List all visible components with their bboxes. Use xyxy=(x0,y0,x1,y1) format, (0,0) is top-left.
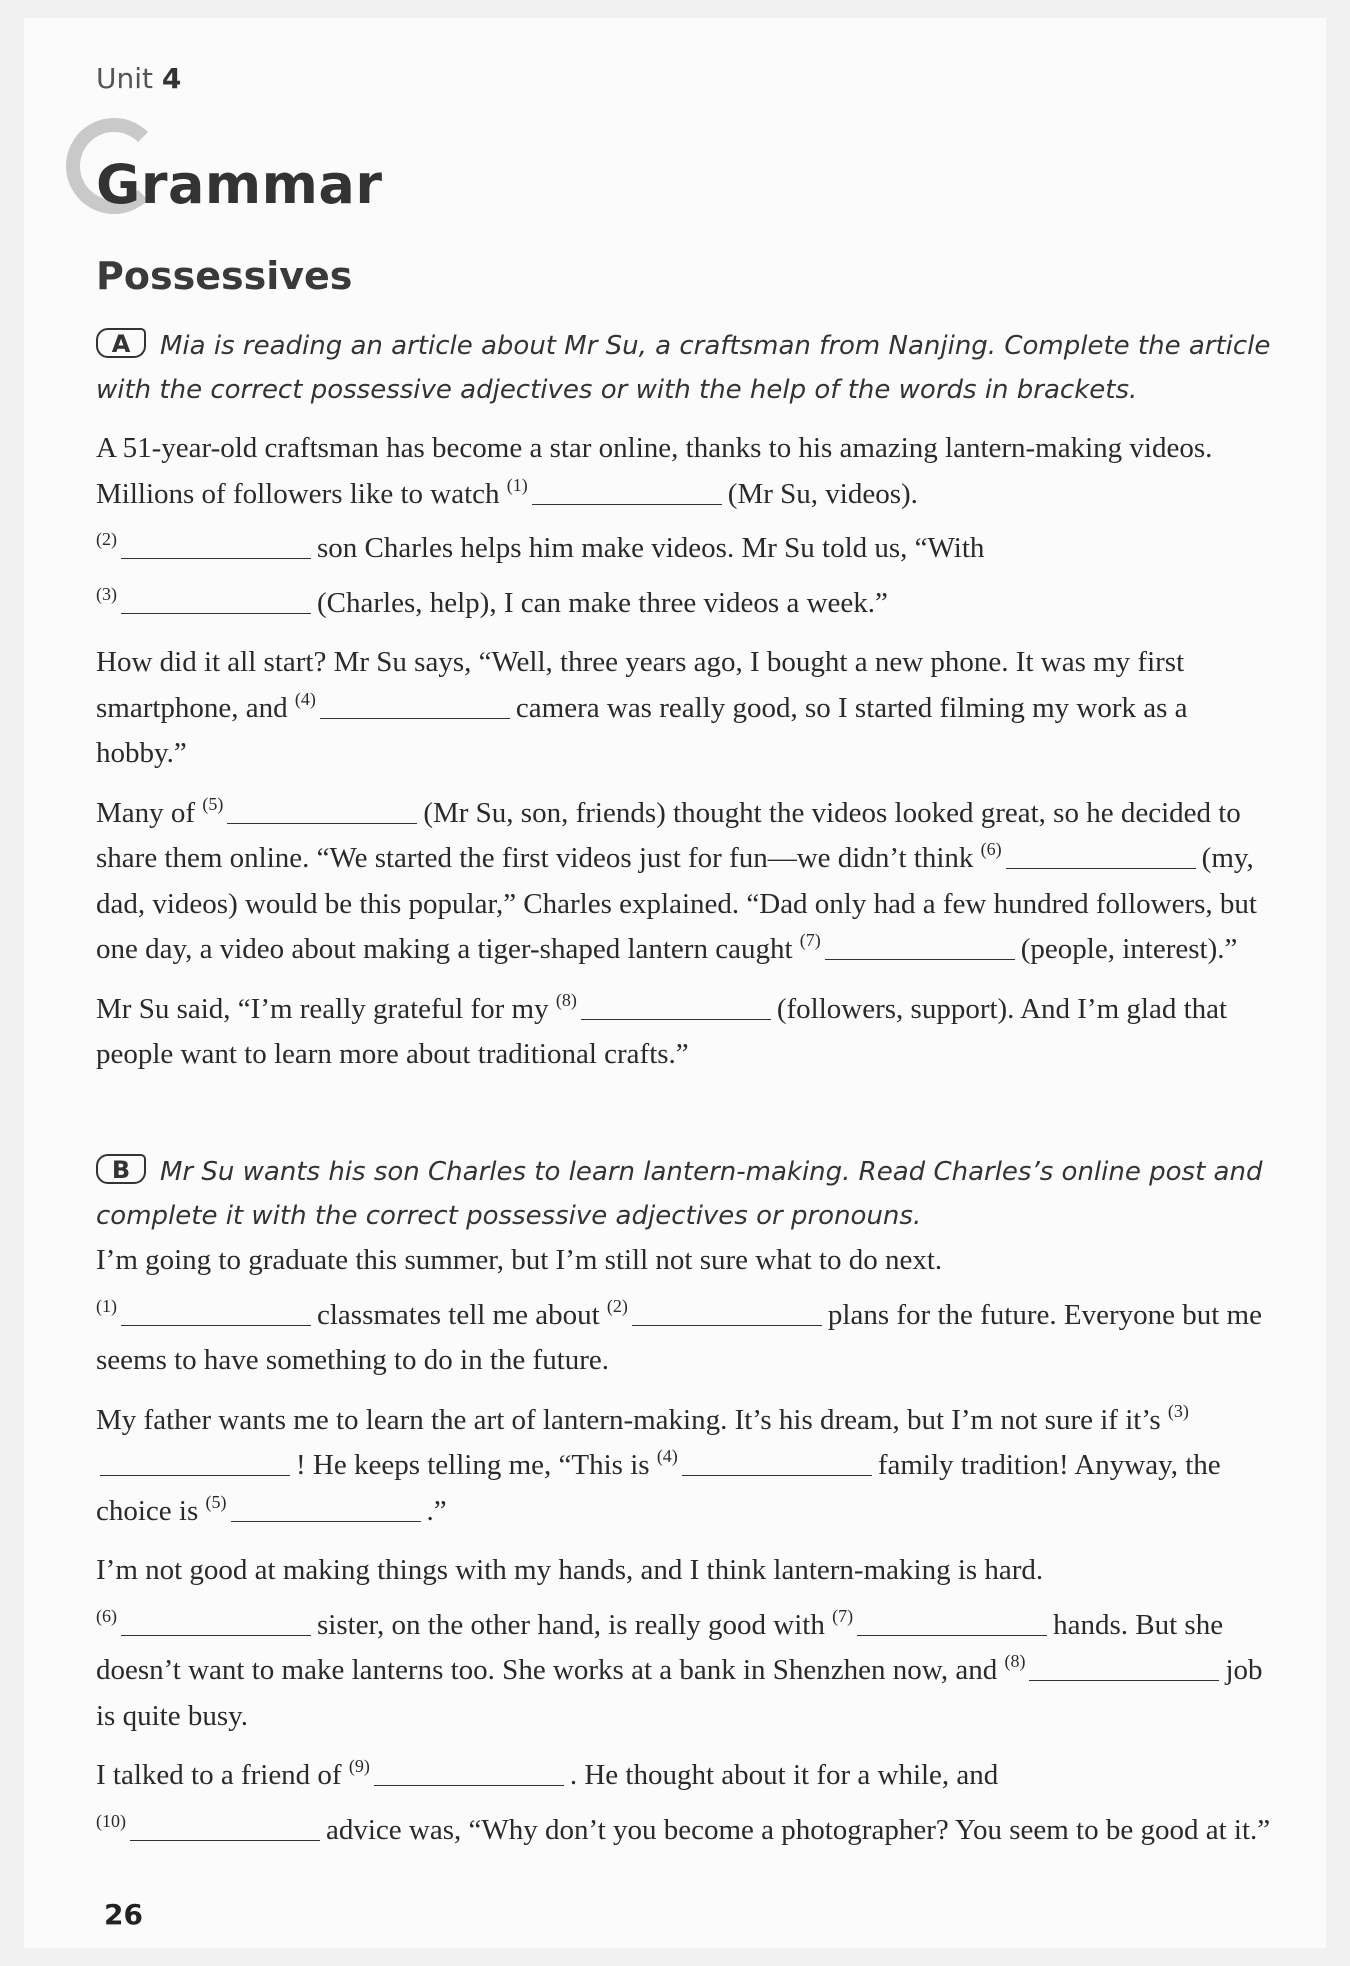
blank-number: (1) xyxy=(506,474,528,495)
page-number: 26 xyxy=(104,1898,143,1931)
answer-blank-b6[interactable] xyxy=(121,1609,311,1636)
exercise-b-instruction xyxy=(96,1150,1276,1238)
exercise-b-paragraph-2: My father wants me to learn the art of lantern-making. It’s his dream, but I’m not sure if it’s $^{(3)}$! He keeps telling me, “This is $^{(4)}$ family tradition! Anyway, the choice is $^{(5)}$ .” xyxy=(96,1400,1221,1527)
unit-number: 4 xyxy=(161,62,182,95)
instruction-text: Mia is reading an article about Mr Su, a craftsman from Nanjing. Complete the article with the correct possessive adjectives or with the help of the words in brackets. xyxy=(96,331,1271,405)
exercise-b-badge: B xyxy=(96,1154,146,1184)
blank-number: (2) xyxy=(96,529,117,549)
page-title: Grammar xyxy=(96,153,383,216)
exercise-b-paragraph-3: I’m not good at making things with my hands, and I think lantern-making is hard. $^{(6)}$ sister, on the other hand, is really good with $^{(7)}$ hands. But she doesn’t want to make lanterns too. She works at a bank in Shenzhen now, and $^{(8)}$ job is quite busy. xyxy=(96,1554,1263,1732)
exercise-a-paragraph-4: Mr Su said, “I’m really grateful for my $^{(8)}$ (followers, support). And I’m glad that people want to learn more about traditional crafts.” xyxy=(96,989,1228,1070)
answer-blank-a6[interactable] xyxy=(1006,842,1196,869)
blank-number: (2) xyxy=(606,1295,628,1316)
answer-blank-a7[interactable] xyxy=(825,933,1015,960)
blank-number: (8) xyxy=(1004,1651,1026,1671)
answer-blank-b5[interactable] xyxy=(231,1495,421,1522)
blank-number: (4) xyxy=(656,1446,678,1466)
answer-blank-b4[interactable] xyxy=(682,1449,872,1476)
exercise-b-paragraph-1: I’m going to graduate this summer, but I’m still not sure what to do next. $^{(1)}$ classmates tell me about $^{(2)}$ plans for the future. Everyone but me seems to have something to do in the future. xyxy=(96,1244,1262,1376)
section-title: Possessives xyxy=(96,254,353,298)
blank-number: (3) xyxy=(96,583,117,604)
answer-blank-a3[interactable] xyxy=(121,587,311,614)
exercise-a-paragraph-2: How did it all start? Mr Su says, “Well, three years ago, I bought a new phone. It was my first smartphone, and $^{(4)}$ camera was really good, so I started filming my work as a hobby.” xyxy=(96,646,1188,769)
blank-number: (5) xyxy=(202,793,224,814)
blank-number: (1) xyxy=(96,1295,117,1316)
exercise-b-paragraph-4: I talked to a friend of $^{(9)}$ . He thought about it for a while, and $^{(10)}$ advice was, “Why don’t you become a photographer? You seem to be good at it.” xyxy=(96,1756,1271,1846)
blank-number: (6) xyxy=(96,1605,117,1626)
exercise-a xyxy=(96,324,1276,1078)
answer-blank-a1[interactable] xyxy=(532,478,722,505)
blank-number: (7) xyxy=(832,1605,854,1626)
blank-number: (5) xyxy=(205,1491,227,1512)
exercise-a-instruction xyxy=(96,324,1276,412)
answer-blank-b7[interactable] xyxy=(857,1609,1047,1636)
answer-blank-b3[interactable] xyxy=(100,1449,290,1476)
answer-blank-a8[interactable] xyxy=(581,993,771,1020)
exercise-b xyxy=(96,1150,1276,1853)
answer-blank-b1[interactable] xyxy=(121,1299,311,1326)
unit-word: Unit xyxy=(96,62,153,95)
exercise-a-paragraph-1: A 51-year-old craftsman has become a star online, thanks to his amazing lantern-making videos. Millions of followers like to watch $^{(1)}$ (Mr Su, videos). $^{(2)}$ son Charles helps him make videos. Mr Su told us, “With $^{(3)}$ (Charles, help), I can make three videos a week.” xyxy=(96,432,1213,619)
blank-number: (3) xyxy=(1167,1400,1189,1421)
answer-blank-b10[interactable] xyxy=(130,1814,320,1841)
answer-blank-b9[interactable] xyxy=(374,1759,564,1786)
unit-label xyxy=(96,62,181,95)
blank-number: (10) xyxy=(96,1810,126,1831)
answer-blank-b8[interactable] xyxy=(1029,1654,1219,1681)
answer-blank-b2[interactable] xyxy=(632,1299,822,1326)
blank-number: (7) xyxy=(799,930,821,950)
workbook-page xyxy=(24,18,1326,1948)
blank-number: (4) xyxy=(294,688,316,709)
blank-number: (8) xyxy=(555,989,577,1010)
blank-number: (6) xyxy=(980,839,1002,859)
answer-blank-a5[interactable] xyxy=(227,797,417,824)
exercise-a-badge: A xyxy=(96,328,146,358)
instruction-text: Mr Su wants his son Charles to learn lantern-making. Read Charles’s online post and complete it with the correct possessive adjectives or pronouns. xyxy=(96,1157,1263,1231)
blank-number: (9) xyxy=(348,1756,370,1776)
answer-blank-a4[interactable] xyxy=(320,692,510,719)
exercise-a-paragraph-3: Many of $^{(5)}$ (Mr Su, son, friends) thought the videos looked great, so he decided to share them online. “We started the first videos just for fun—we didn’t think $^{(6)}$ (my, dad, videos) would be this popular,” Charles explained. “Dad only had a few hundred followers, but one day, a video about making a tiger-shaped lantern caught $^{(7)}$ (people, interest).” xyxy=(96,793,1257,965)
answer-blank-a2[interactable] xyxy=(121,532,311,559)
